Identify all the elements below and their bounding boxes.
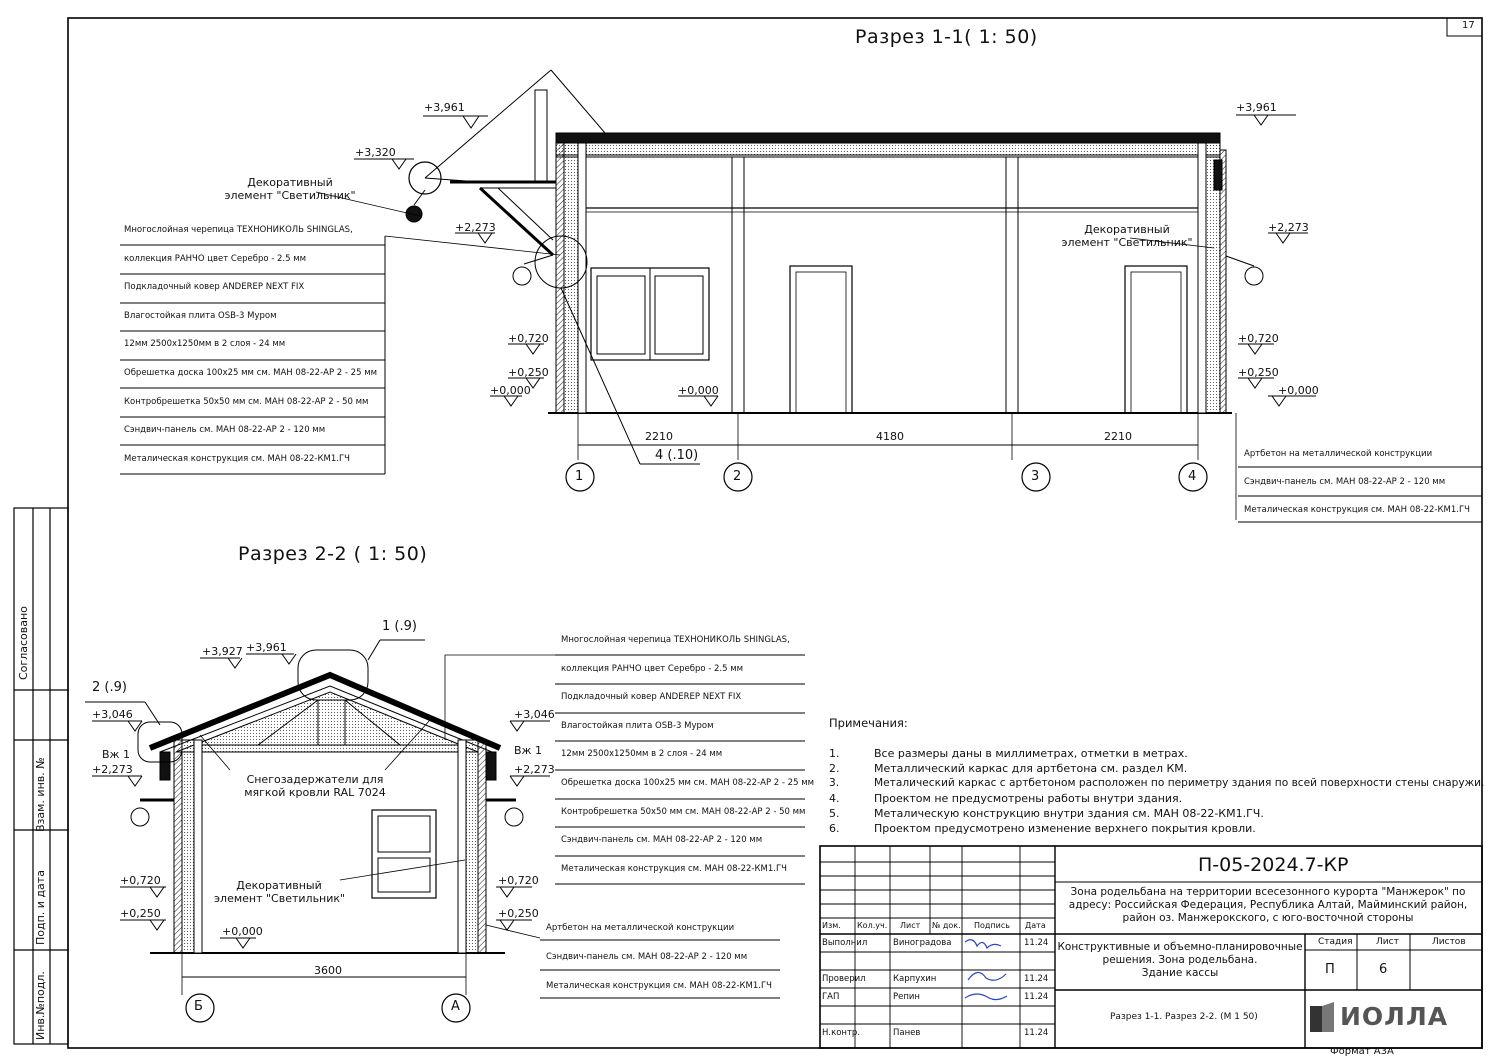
elev-2-d: +2,273 xyxy=(92,763,133,776)
wall-layer-1-1: Артбетон на металлической конструкции xyxy=(1244,449,1433,459)
elev-2-b: +3,961 xyxy=(246,641,287,654)
elev-1-f: +0,000 xyxy=(490,384,531,397)
note-number: 5. xyxy=(829,807,840,820)
row-role: ГАП xyxy=(822,992,840,1002)
sheet-header: Лист xyxy=(1376,937,1399,947)
roof-layer-2-6: Обрешетка доска 100х25 мм см. МАН 08-22-АР 2 - 25 мм xyxy=(561,777,815,788)
roof-layer-2-2: коллекция РАНЧО цвет Серебро - 2.5 мм xyxy=(561,663,744,674)
dim-1-b: 4180 xyxy=(876,430,904,443)
row-name: Виноградова xyxy=(893,938,952,948)
wall-layer-1-3: Металическая конструкция см. МАН 08-22-КМ1.ГЧ xyxy=(1244,505,1470,515)
roof-layer-1-3: Подкладочный ковер ANDEREP NEXT FIX xyxy=(124,282,305,293)
axis-4: 4 xyxy=(1188,469,1197,484)
row-name: Панев xyxy=(893,1028,921,1038)
row-role: Выполнил xyxy=(822,938,868,948)
row-date: 11.24 xyxy=(1024,992,1049,1002)
roof-layers-1 xyxy=(124,225,377,482)
col-date: Дата xyxy=(1025,921,1046,930)
elev-2-a: +3,927 xyxy=(202,645,243,658)
row-role: Н.контр. xyxy=(822,1028,861,1038)
lamp-label-left xyxy=(215,176,365,202)
row-name: Карпухин xyxy=(893,974,937,984)
stamp-agreed: Согласовано xyxy=(17,606,30,680)
note-number: 1. xyxy=(829,747,840,760)
elev-1-b: +3,320 xyxy=(355,146,396,159)
note-item xyxy=(829,761,1484,776)
elev-2-g: +0,000 xyxy=(222,925,263,938)
elev-1-l: +0,000 xyxy=(1278,384,1319,397)
note-number: 3. xyxy=(829,777,840,789)
wall-layer-2-3: Металическая конструкция см. МАН 08-22-КМ1.ГЧ xyxy=(546,981,772,991)
stage-header: Стадия xyxy=(1318,937,1353,947)
project-title xyxy=(1058,886,1478,925)
note-text: Проектом не предусмотрены работы внутри здания. xyxy=(874,792,1183,805)
lamp-label-2 xyxy=(214,879,344,905)
doc-code: П-05-2024.7-КР xyxy=(1198,854,1349,876)
wall-layer-1-2: Сэндвич-панель см. МАН 08-22-АР 2 - 120 мм xyxy=(1244,477,1446,487)
elev-2-h: +3,046 xyxy=(514,708,555,721)
col-kol: Кол.уч. xyxy=(857,921,888,930)
axis-2: 2 xyxy=(733,469,742,484)
company-logo xyxy=(1310,1002,1334,1032)
part-line2: решения. Зона родельбана. xyxy=(1102,954,1258,966)
elev-2-k: +0,250 xyxy=(498,907,539,920)
lamp-label-2-line1: Декоративный xyxy=(236,879,322,892)
wall-layer-2-1: Артбетон на металлической конструкции xyxy=(546,923,735,933)
lamp-label-right-line2: элемент "Светильник" xyxy=(1061,236,1193,249)
roof-layer-2-9: Металическая конструкция см. МАН 08-22-КМ1.ГЧ xyxy=(561,863,787,874)
row-date: 11.24 xyxy=(1024,974,1049,984)
note-item xyxy=(829,821,1484,836)
lamp-label-left-line2: элемент "Светильник" xyxy=(224,189,356,202)
row-date: 11.24 xyxy=(1024,938,1049,948)
axis-a: А xyxy=(451,999,460,1014)
elev-2-i: +2,273 xyxy=(514,763,555,776)
section-1-title: Разрез 1-1( 1: 50) xyxy=(855,26,1038,48)
notes-list xyxy=(829,746,1484,836)
stamp-inv-orig: Инв.№подл. xyxy=(34,971,47,1040)
row-name: Репин xyxy=(893,992,920,1002)
col-list: Лист xyxy=(900,921,921,930)
roof-layer-1-2: коллекция РАНЧО цвет Серебро - 2.5 мм xyxy=(124,253,307,264)
callout-4-10: 4 (.10) xyxy=(655,448,699,463)
snow-guard-label xyxy=(240,773,390,799)
wall-layers-1 xyxy=(1244,449,1470,533)
logo-text: ИОЛЛА xyxy=(1340,1002,1449,1031)
elev-1-k: +0,250 xyxy=(1238,366,1279,379)
sheet-format: Формат А3А xyxy=(1330,1046,1394,1057)
elev-1-a: +3,961 xyxy=(424,101,465,114)
notes-heading: Примечания: xyxy=(829,716,908,730)
note-number: 2. xyxy=(829,762,840,775)
axis-3: 3 xyxy=(1031,469,1040,484)
wall-layer-2-2: Сэндвич-панель см. МАН 08-22-АР 2 - 120 мм xyxy=(546,952,748,962)
roof-layer-1-8: Сэндвич-панель см. МАН 08-22-АР 2 - 120 мм xyxy=(124,425,326,436)
roof-layer-2-3: Подкладочный ковер ANDEREP NEXT FIX xyxy=(561,692,742,703)
roof-layer-1-5: 12мм 2500х1250мм в 2 слоя - 24 мм xyxy=(124,339,286,350)
callout-1-9: 1 (.9) xyxy=(382,619,417,634)
note-text: Металическую конструкцию внутри здания см. МАН 08-22-КМ1.ГЧ. xyxy=(874,807,1264,820)
roof-layer-2-8: Сэндвич-панель см. МАН 08-22-АР 2 - 120 мм xyxy=(561,835,763,846)
wall-layers-2 xyxy=(546,923,772,1010)
roof-layer-2-7: Контробрешетка 50х50 мм см. МАН 08-22-АР 2 - 50 мм xyxy=(561,806,806,817)
note-text: Металлический каркас для артбетона см. раздел КМ. xyxy=(874,762,1188,775)
stage-value: П xyxy=(1325,962,1335,977)
elev-2-f: +0,250 xyxy=(120,907,161,920)
note-item xyxy=(829,806,1484,821)
roof-layer-2-4: Влагостойкая плита OSB-3 Муром xyxy=(561,720,714,731)
elev-2-c: +3,046 xyxy=(92,708,133,721)
roof-layer-1-6: Обрешетка доска 100х25 мм см. МАН 08-22-АР 2 - 25 мм xyxy=(124,367,378,378)
col-izm: Изм. xyxy=(822,921,841,930)
elev-1-d: +0,720 xyxy=(508,332,549,345)
sheet-number: 17 xyxy=(1462,20,1475,31)
lamp-label-2-line2: элемент "Светильник" xyxy=(214,892,346,905)
lamp-label-right xyxy=(1052,223,1202,249)
snow-guard-line1: Снегозадержатели для xyxy=(246,773,384,786)
section-2-title: Разрез 2-2 ( 1: 50) xyxy=(238,543,428,565)
note-item xyxy=(829,746,1484,761)
stamp-replace-inv: Взам. инв. № xyxy=(34,757,47,832)
note-item xyxy=(829,776,1484,791)
note-number: 4. xyxy=(829,792,840,805)
project-line1: Зона родельбана на территории всесезонного курорта "Манжерок" по xyxy=(1070,886,1466,898)
dim-2: 3600 xyxy=(314,964,342,977)
roof-layer-2-1: Многослойная черепица ТЕХНОНИКОЛЬ SHINGLAS, xyxy=(561,635,790,645)
note-text: Все размеры даны в миллиметрах, отметки в метрах. xyxy=(874,747,1188,760)
vzh-left: Вж 1 xyxy=(102,748,130,761)
axis-b: Б xyxy=(194,999,203,1014)
roof-layer-1-1: Многослойная черепица ТЕХНОНИКОЛЬ SHINGLAS, xyxy=(124,225,353,235)
note-number: 6. xyxy=(829,822,840,835)
elev-1-c: +2,273 xyxy=(455,221,496,234)
snow-guard-line2: мягкой кровли RAL 7024 xyxy=(244,786,386,799)
dim-1-c: 2210 xyxy=(1104,430,1132,443)
elev-1-i: +2,273 xyxy=(1268,221,1309,234)
sheets-header: Листов xyxy=(1432,937,1466,947)
elev-1-j: +0,720 xyxy=(1238,332,1279,345)
part-line1: Конструктивные и объемно-планировочные xyxy=(1057,941,1303,953)
col-sign: Подпись xyxy=(974,921,1010,930)
section-1-1-drawing xyxy=(316,70,1316,520)
roof-layer-1-7: Контробрешетка 50х50 мм см. МАН 08-22-АР 2 - 50 мм xyxy=(124,396,369,407)
vzh-right: Вж 1 xyxy=(514,744,542,757)
part-title xyxy=(1057,941,1303,980)
note-item xyxy=(829,791,1484,806)
elev-1-g: +0,000 xyxy=(678,384,719,397)
roof-layer-2-5: 12мм 2500х1250мм в 2 слоя - 24 мм xyxy=(561,749,723,760)
lamp-label-left-line1: Декоративный xyxy=(247,176,333,189)
lamp-label-right-line1: Декоративный xyxy=(1084,223,1170,236)
dim-1-a: 2210 xyxy=(645,430,673,443)
roof-layer-1-4: Влагостойкая плита OSB-3 Муром xyxy=(124,310,277,321)
roof-layers-2 xyxy=(561,635,814,892)
elev-1-e: +0,250 xyxy=(508,366,549,379)
callout-2-9: 2 (.9) xyxy=(92,680,127,695)
elev-1-h: +3,961 xyxy=(1236,101,1277,114)
col-doc: № док. xyxy=(932,921,961,930)
row-date: 11.24 xyxy=(1024,1028,1049,1038)
axis-1: 1 xyxy=(575,469,584,484)
project-line2: адресу: Российская Федерация, Республика Алтай, Майминский район, xyxy=(1068,899,1468,911)
elev-2-e: +0,720 xyxy=(120,874,161,887)
part-line3: Здание кассы xyxy=(1141,967,1219,979)
row-role: Проверил xyxy=(822,974,866,984)
elev-2-j: +0,720 xyxy=(498,874,539,887)
sheet-value: 6 xyxy=(1379,962,1388,977)
note-text: Металический каркас с артбетоном расположен по периметру здания по всей поверхности стены снаружи. xyxy=(874,777,1485,789)
sheet-name: Разрез 1-1. Разрез 2-2. (М 1 50) xyxy=(1110,1012,1258,1022)
project-line3: район оз. Манжерокского, с юго-восточной стороны xyxy=(1122,912,1414,924)
stamp-sign-date: Подп. и дата xyxy=(34,870,47,945)
note-text: Проектом предусмотрено изменение верхнего покрытия кровли. xyxy=(874,822,1256,835)
roof-layer-1-9: Металическая конструкция см. МАН 08-22-КМ1.ГЧ xyxy=(124,453,350,464)
